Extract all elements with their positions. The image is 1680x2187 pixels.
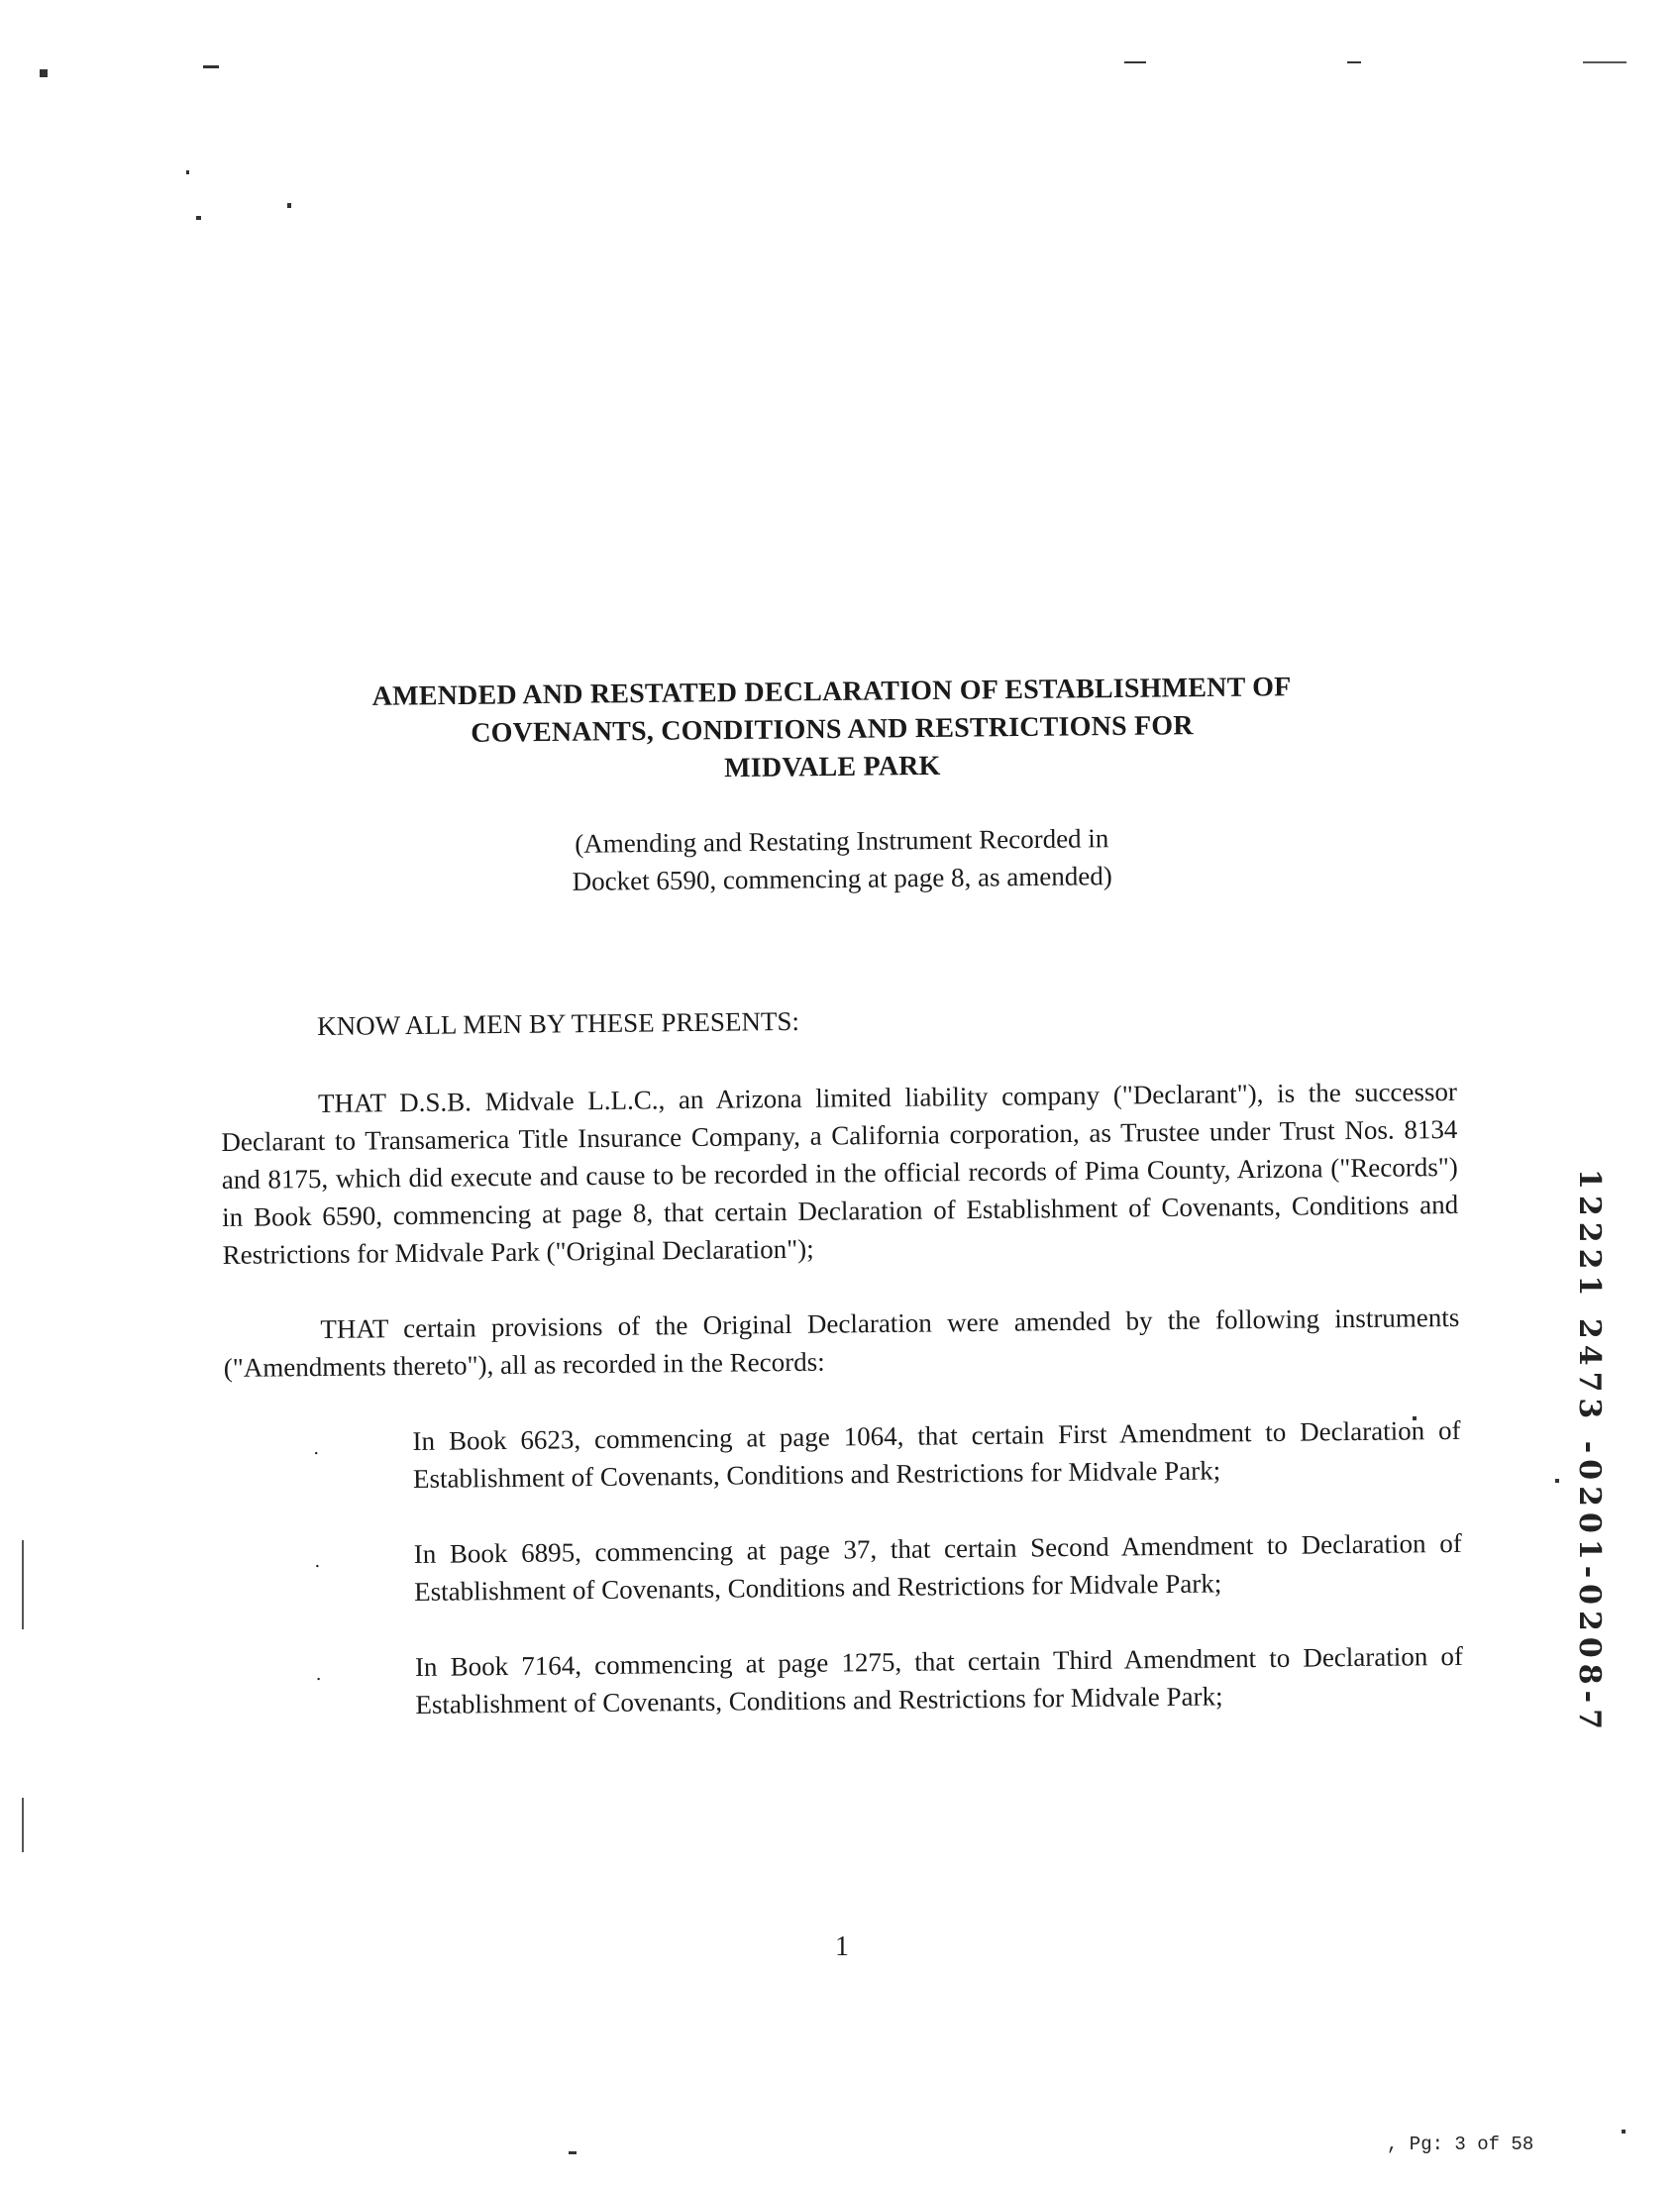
bullet-icon: . bbox=[313, 1436, 319, 1460]
intro-line: KNOW ALL MEN BY THESE PRESENTS: bbox=[317, 1005, 800, 1041]
scan-speck bbox=[1622, 2130, 1626, 2134]
subtitle-line: Docket 6590, commencing at page 8, as amended) bbox=[572, 861, 1112, 896]
body-paragraph: THAT certain provisions of the Original Declaration were amended by the following instruments ("Amendments thereto"), all as recorded in the Records: bbox=[223, 1302, 1460, 1383]
scan-speck bbox=[196, 216, 201, 220]
scan-speck bbox=[1555, 1479, 1559, 1483]
scan-edge-line bbox=[22, 1540, 24, 1629]
amendments-list bbox=[224, 1411, 1463, 1725]
title-line: MIDVALE PARK bbox=[724, 750, 941, 784]
scan-speck bbox=[569, 2151, 577, 2154]
amendment-text: In Book 6623, commencing at page 1064, that certain First Amendment to Declaration of Establishment of Covenants, Conditions and Restrictions for Midvale Park; bbox=[412, 1414, 1461, 1494]
document-body bbox=[220, 995, 1464, 1763]
document-subtitle bbox=[515, 819, 1170, 901]
amendment-item bbox=[314, 1524, 1463, 1611]
scan-edge-line bbox=[1583, 61, 1627, 63]
scan-speck bbox=[186, 170, 189, 174]
bullet-icon: . bbox=[314, 1549, 320, 1573]
recording-stamp: 12221 2473 -0201-0208-7 bbox=[1572, 1169, 1607, 1735]
page-number: 1 bbox=[835, 1931, 849, 1962]
scan-speck bbox=[40, 69, 48, 77]
bullet-icon: . bbox=[315, 1662, 322, 1686]
scan-speck bbox=[1124, 61, 1146, 63]
scan-speck bbox=[203, 65, 219, 68]
amendment-text: In Book 6895, commencing at page 37, that certain Second Amendment to Declaration of Establishment of Covenants, Conditions and Restrictions for Midvale Park; bbox=[413, 1527, 1462, 1607]
scan-speck bbox=[1347, 61, 1361, 63]
title-line: COVENANTS, CONDITIONS AND RESTRICTIONS FOR bbox=[471, 710, 1194, 749]
amendment-item bbox=[313, 1411, 1461, 1498]
page-count-footer: , Pg: 3 of 58 bbox=[1387, 2134, 1534, 2155]
document-title bbox=[296, 668, 1367, 791]
amendment-text: In Book 7164, commencing at page 1275, that certain Third Amendment to Declaration of Establishment of Covenants, Conditions and Restrictions for Midvale Park; bbox=[414, 1640, 1464, 1719]
title-line: AMENDED AND RESTATED DECLARATION OF ESTABLISHMENT OF bbox=[371, 672, 1292, 712]
scan-speck bbox=[287, 203, 291, 208]
scan-edge-line bbox=[22, 1798, 24, 1852]
subtitle-line: (Amending and Restating Instrument Recorded in bbox=[575, 823, 1109, 859]
body-paragraph: THAT D.S.B. Midvale L.L.C., an Arizona limited liability company ("Declarant"), is the successor Declarant to Transamerica Title Insurance Company, a California corporation, as Trustee under Trust Nos. 8134 and 8175, which did execute and cause to be recorded in the official records of Pima County, Arizona ("Records") in Book 6590, commencing at page 8, that certain Declaration of Establishment of Covenants, Conditions and Restrictions for Midvale Park ("Original Declaration"); bbox=[221, 1076, 1459, 1270]
amendment-item bbox=[315, 1637, 1464, 1723]
